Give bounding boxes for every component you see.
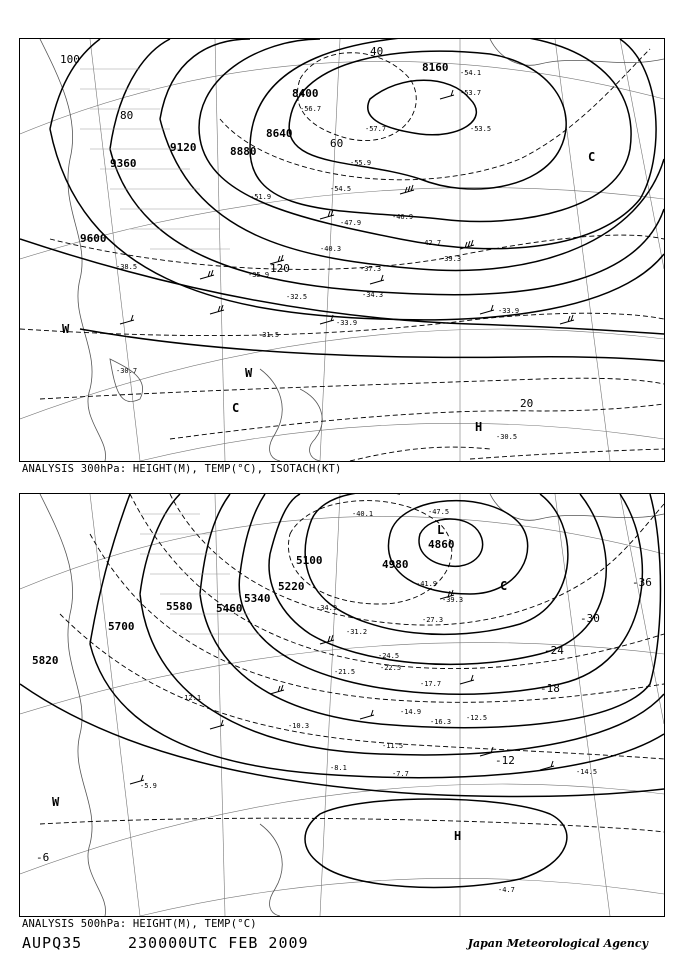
- height-label: 4980: [382, 558, 409, 571]
- station-value: -17.7: [420, 680, 442, 688]
- isotach-label: 20: [520, 397, 534, 410]
- height-label: 8880: [230, 145, 257, 158]
- station-value: -37.3: [360, 265, 382, 273]
- isotherm-line: [40, 818, 664, 832]
- station-value: -12.1: [180, 694, 202, 702]
- isotach-label: 60: [330, 137, 344, 150]
- station-value: -55.9: [350, 159, 372, 167]
- station-value: -53.5: [470, 125, 492, 133]
- station-value: -32.5: [286, 293, 308, 301]
- station-value: -27.3: [422, 616, 444, 624]
- station-value: -5.9: [140, 782, 157, 790]
- wind-barbs: [130, 590, 554, 784]
- agency-name: Japan Meteorological Agency: [467, 937, 648, 950]
- height-label: 9360: [110, 157, 137, 170]
- caption-300hpa: ANALYSIS 300hPa: HEIGHT(M), TEMP(°C), ISOTACH(KT): [22, 463, 342, 475]
- station-value: -16.3: [430, 718, 452, 726]
- meridian-line: [90, 39, 140, 461]
- station-value: -39.3: [440, 255, 462, 263]
- height-contours: [20, 39, 664, 361]
- warm-center-label: W: [52, 795, 60, 809]
- station-value: -31.2: [346, 628, 368, 636]
- valid-time: 230000UTC FEB 2009: [128, 934, 309, 952]
- station-value: -53.7: [460, 89, 482, 97]
- height-contour: [269, 494, 606, 664]
- coastline-path: [490, 494, 664, 520]
- station-value: -42.7: [420, 239, 442, 247]
- height-label: 5100: [296, 554, 323, 567]
- height-contour: [110, 39, 664, 295]
- parallel-line: [20, 784, 664, 874]
- height-label: 5460: [216, 602, 243, 615]
- station-value: -30.5: [496, 433, 518, 441]
- wind-barb: [120, 315, 134, 324]
- station-value: -33.9: [498, 307, 520, 315]
- station-value: -40.1: [352, 510, 374, 518]
- height-contour: [80, 329, 664, 361]
- isotherms: [20, 49, 664, 461]
- station-value: -14.5: [576, 768, 598, 776]
- coastline-path: [260, 824, 282, 916]
- meridian-line: [620, 39, 664, 269]
- station-value: -41.9: [416, 580, 438, 588]
- coastline: [40, 494, 664, 916]
- isotherm-line: [50, 235, 664, 269]
- wind-barb: [480, 747, 494, 756]
- station-value: -34.3: [362, 291, 384, 299]
- coastline: [40, 39, 664, 461]
- low-center-label: L: [437, 523, 445, 537]
- station-value: -56.7: [300, 105, 322, 113]
- station-value: -33.9: [336, 319, 358, 327]
- station-value: -8.1: [330, 764, 347, 772]
- station-value: -40.3: [320, 245, 342, 253]
- station-value: -38.5: [116, 263, 138, 271]
- parallel-line: [140, 878, 664, 916]
- high-center-label: H: [454, 829, 462, 843]
- isotherm-line: [170, 404, 664, 439]
- cold-center-label: C: [232, 401, 240, 415]
- station-value: -11.5: [382, 742, 404, 750]
- height-label: 9120: [170, 141, 197, 154]
- wind-barb: [210, 305, 224, 314]
- wind-barb: [560, 315, 574, 324]
- station-value: -54.1: [460, 69, 482, 77]
- temperature-label: -24: [544, 644, 564, 657]
- isotherm-line: [470, 449, 664, 459]
- wind-barb: [480, 305, 494, 314]
- height-label: 4860: [428, 538, 455, 551]
- coastline-path: [300, 389, 322, 461]
- caption-500hpa: ANALYSIS 500hPa: HEIGHT(M), TEMP(°C): [22, 918, 257, 930]
- station-value: -39.3: [442, 596, 464, 604]
- cold-center-label: C: [500, 579, 508, 593]
- height-contour: [200, 494, 661, 728]
- height-label: 5340: [244, 592, 271, 605]
- isotherm-line: [90, 534, 664, 702]
- station-value: -47.9: [340, 219, 362, 227]
- temperature-label: -36: [632, 576, 652, 589]
- isotach-label: 120: [270, 262, 290, 275]
- temperature-label: -18: [540, 682, 560, 695]
- station-value: -7.7: [392, 770, 409, 778]
- station-value: -34.9: [316, 604, 338, 612]
- map-panel-300hpa: [19, 38, 665, 462]
- map-panel-500hpa: [19, 493, 665, 917]
- height-label: 8160: [422, 61, 449, 74]
- high-center-label: H: [475, 420, 483, 434]
- temperature-label: -30: [580, 612, 600, 625]
- graticule: [20, 39, 664, 461]
- wind-barb: [370, 275, 384, 284]
- parallel-line: [20, 61, 664, 134]
- meridian-line: [215, 39, 225, 461]
- station-value: -31.5: [258, 331, 280, 339]
- isotach-label: 100: [60, 53, 80, 66]
- temperature-label: -12: [495, 754, 515, 767]
- wind-barb: [210, 720, 224, 729]
- isotach-label: 80: [120, 109, 134, 122]
- height-label: 5700: [108, 620, 135, 633]
- station-value: -46.9: [392, 213, 414, 221]
- isotherm-line: [170, 494, 664, 625]
- parallel-line: [140, 423, 664, 461]
- height-contour: [50, 39, 664, 320]
- height-label: 5820: [32, 654, 59, 667]
- wind-barb: [440, 90, 454, 99]
- meridian-line: [320, 494, 340, 916]
- cold-center-label: C: [588, 150, 596, 164]
- wind-barb: [200, 270, 214, 279]
- warm-center-label: W: [62, 322, 70, 336]
- isotach-label: 40: [370, 45, 384, 58]
- height-label: 5220: [278, 580, 305, 593]
- station-value: -24.5: [378, 652, 400, 660]
- station-value: -12.5: [466, 714, 488, 722]
- wind-barb: [460, 675, 474, 684]
- station-value: -54.5: [330, 185, 352, 193]
- height-contour: [305, 799, 567, 887]
- isotherms: [40, 494, 664, 832]
- wind-barb: [270, 685, 284, 694]
- station-value: -10.3: [288, 722, 310, 730]
- station-value: -47.5: [428, 508, 450, 516]
- station-value: -30.7: [116, 367, 138, 375]
- height-label: 9600: [80, 232, 107, 245]
- meridian-line: [555, 39, 610, 461]
- chart-id: AUPQ35: [22, 934, 83, 952]
- station-value: -14.9: [400, 708, 422, 716]
- parallel-line: [20, 643, 664, 714]
- station-value: -22.5: [380, 664, 402, 672]
- map-300hpa-canvas: [20, 39, 664, 461]
- meridian-line: [555, 494, 610, 916]
- meridian-line: [90, 494, 140, 916]
- height-label: 8640: [266, 127, 293, 140]
- station-value: -21.5: [334, 668, 356, 676]
- isotherm-line: [350, 447, 490, 461]
- coastline-path: [260, 369, 282, 461]
- warm-center-label: W: [245, 366, 253, 380]
- wind-barb: [360, 710, 374, 719]
- station-value: -51.9: [250, 193, 272, 201]
- station-value: -4.7: [498, 886, 515, 894]
- height-label: 5580: [166, 600, 193, 613]
- station-value: -57.7: [365, 125, 387, 133]
- station-value-group: [140, 508, 597, 894]
- height-contours: [20, 494, 664, 887]
- height-contour: [20, 684, 664, 797]
- height-label: 8400: [292, 87, 319, 100]
- map-500hpa-canvas: [20, 494, 664, 916]
- station-value: -35.9: [248, 271, 270, 279]
- temperature-label: -6: [36, 851, 50, 864]
